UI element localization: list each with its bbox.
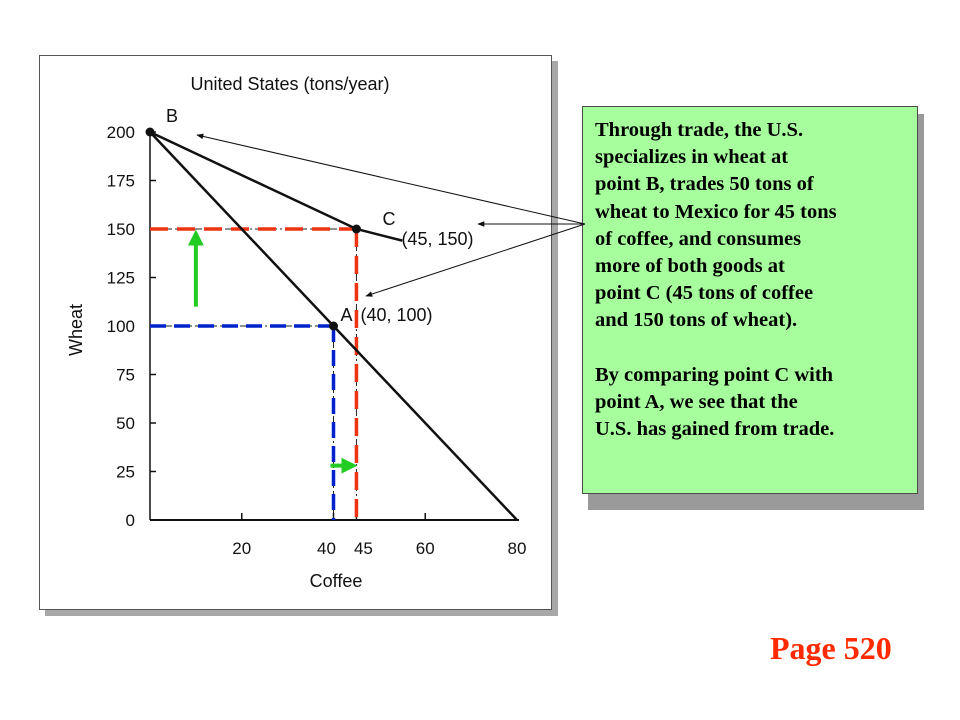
callout-paragraph-2: By comparing point C with point A, we see that the U.S. has gained from trade. xyxy=(595,363,835,441)
y-tick-label: 175 xyxy=(106,171,135,191)
chart-title: United States (tons/year) xyxy=(190,74,390,94)
y-tick-label: 125 xyxy=(106,268,135,288)
x-axis-label: Coffee xyxy=(309,571,363,591)
point-a xyxy=(329,322,338,331)
y-tick-label: 100 xyxy=(106,317,135,336)
y-axis-label: Wheat xyxy=(66,303,86,357)
point-b xyxy=(146,128,155,137)
y-tick-label: 25 xyxy=(116,462,135,482)
trade-line xyxy=(150,132,402,241)
y-tick-label: 50 xyxy=(116,414,135,433)
y-tick-label: 150 xyxy=(106,220,135,239)
point-label-c: C xyxy=(382,209,396,229)
callout-paragraph-1: Through trade, the U.S. specializes in wheat at point B, trades 50 tons of wheat to Mexico for 45 tons of coffee, and consumes more of both goods at point C (45 tons of coffee and 150 tons of wheat). xyxy=(595,119,837,332)
x-tick-label: 20 xyxy=(232,539,252,558)
y-tick-label: 75 xyxy=(116,365,135,385)
y-tick-label: 0 xyxy=(125,511,135,530)
pointer-arrow-guide xyxy=(366,224,585,296)
point-c xyxy=(352,225,361,234)
x-tick-label: 45 xyxy=(353,539,373,558)
point-label-a: A xyxy=(340,305,353,325)
x-tick-label: 80 xyxy=(507,539,527,558)
point-annotation-c: (45, 150) xyxy=(401,229,474,249)
x-tick-label: 60 xyxy=(415,539,435,558)
point-annotation-a: (40, 100) xyxy=(360,305,433,325)
point-label-b: B xyxy=(166,106,179,126)
y-tick-label: 200 xyxy=(106,123,135,142)
x-tick-label: 40 xyxy=(317,539,336,558)
page-label: Page 520 xyxy=(770,630,892,666)
